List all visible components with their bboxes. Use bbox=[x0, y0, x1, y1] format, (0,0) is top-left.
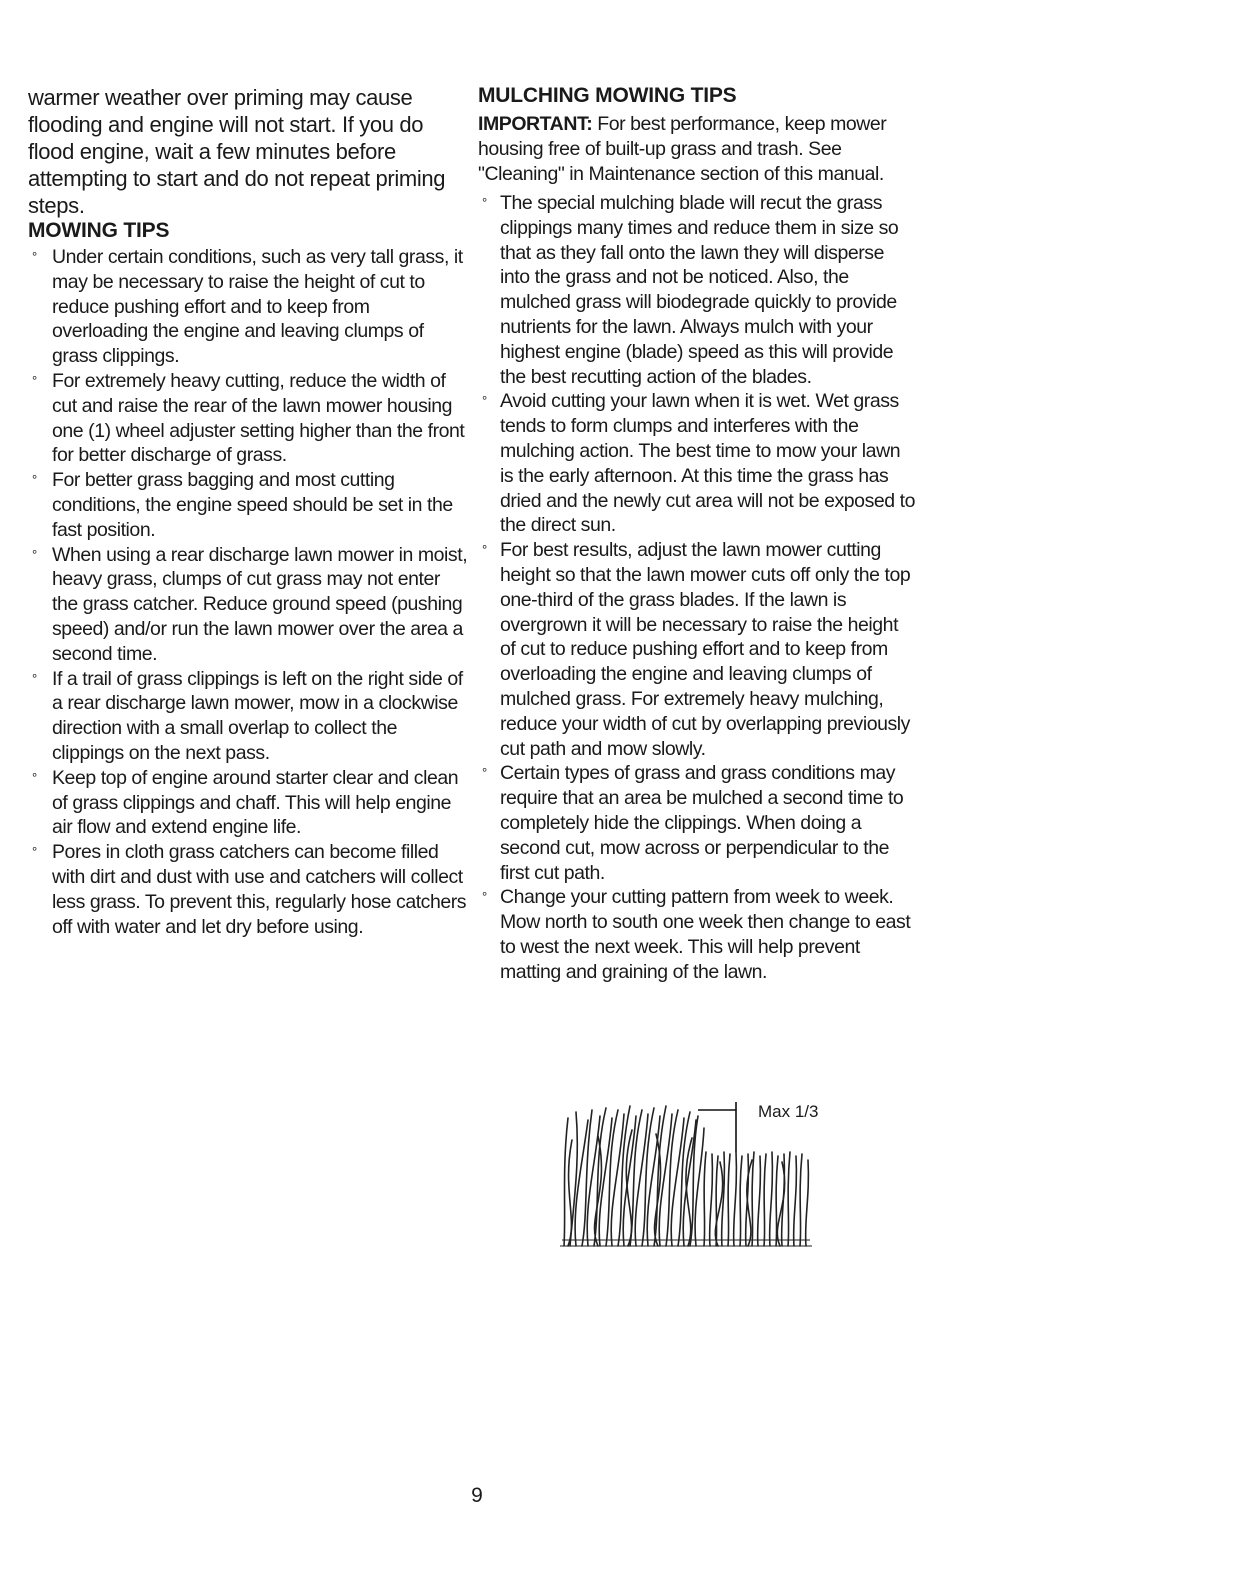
list-item: ° For extremely heavy cutting, reduce the width of cut and raise the rear of the lawn mower housing one (1) wheel adjuster setting higher than the front for better discharge of grass. bbox=[32, 369, 465, 467]
list-item: ° Keep top of engine around starter clear and clean of grass clippings and chaff. This will help engine air flow and extend engine life. bbox=[32, 766, 459, 839]
bullet-icon: ° bbox=[32, 844, 37, 860]
important-label: IMPORTANT: bbox=[478, 113, 593, 135]
list-item: ° Change your cutting pattern from week to week. Mow north to south one week then change to east to west the next week. This will help prevent matting and graining of the lawn. bbox=[482, 886, 911, 983]
bullet-icon: ° bbox=[482, 393, 487, 409]
bullet-icon: ° bbox=[32, 372, 37, 388]
intro-paragraph: warmer weather over priming may cause flooding and engine will not start. If you do flood engine, wait a few minutes before attempting to start and do not repeat priming steps. bbox=[28, 85, 446, 218]
list-item: ° If a trail of grass clippings is left on the right side of a rear discharge lawn mower, mow in a clockwise direction with a small overlap to collect the clippings on the next pass. bbox=[32, 667, 463, 764]
list-item: ° The special mulching blade will recut the grass clippings many times and reduce them in size so that as they fall onto the lawn they will disperse into the grass and not be noticed. Also, the mulched grass will biodegrade quickly to provide nutrients for the lawn. Always mulch with your highest engine (blade) speed as this will provide the best recutting action of the blades. bbox=[482, 192, 899, 388]
bullet-icon: ° bbox=[32, 546, 37, 562]
bullet-icon: ° bbox=[482, 765, 487, 781]
left-column bbox=[28, 84, 468, 939]
list-item: ° Pores in cloth grass catchers can become filled with dirt and dust with use and catchers will collect less grass. To prevent this, regularly hose catchers off with water and let dry before using. bbox=[32, 841, 467, 938]
list-item: ° For best results, adjust the lawn mower cutting height so that the lawn mower cuts off only the top one-third of the grass blades. If the lawn is overgrown it will be necessary to raise the height of cut to reduce pushing effort and to keep from overloading the engine and leaving clumps of mulched grass. For extremely heavy mulching, reduce your width of cut by overlapping previously cut path and mow slowly. bbox=[482, 539, 911, 760]
bullet-icon: ° bbox=[32, 249, 37, 264]
page-number: 9 bbox=[471, 1484, 483, 1507]
bullet-icon: ° bbox=[32, 670, 37, 686]
grass-height-figure bbox=[558, 1100, 848, 1248]
mulching-tips-heading: MULCHING MOWING TIPS bbox=[478, 84, 737, 107]
list-item: ° Avoid cutting your lawn when it is wet. Wet grass tends to form clumps and interferes with the mulching action. The best time to mow your lawn is the early afternoon. At this time the grass has dried and the newly cut area will not be exposed to the direct sun. bbox=[482, 390, 915, 537]
list-item: ° When using a rear discharge lawn mower in moist, heavy grass, clumps of cut grass may not enter the grass catcher. Reduce ground speed (pushing speed) and/or run the lawn mower over the area a second time. bbox=[32, 543, 468, 665]
bullet-icon: ° bbox=[482, 889, 487, 905]
grass-illustration-icon bbox=[558, 1100, 848, 1248]
important-text: For best performance, keep mower housing free of built-up grass and trash. See "Cleaning" in Maintenance section of this manual. bbox=[478, 113, 887, 185]
important-note bbox=[478, 112, 918, 187]
list-item: ° Certain types of grass and grass conditions may require that an area be mulched a second time to completely hide the clippings. When doing a second cut, mow across or perpendicular to the first cut path. bbox=[482, 762, 904, 884]
mowing-tips-list bbox=[28, 245, 468, 939]
max-label: Max 1/3 bbox=[758, 1102, 819, 1121]
mowing-tips-heading: MOWING TIPS bbox=[28, 219, 170, 242]
list-item: ° For better grass bagging and most cutting conditions, the engine speed should be set in the fast position. bbox=[32, 469, 453, 541]
bullet-icon: ° bbox=[32, 472, 37, 488]
right-column bbox=[478, 84, 918, 985]
bullet-icon: ° bbox=[32, 769, 37, 785]
bullet-icon: ° bbox=[482, 195, 487, 210]
list-item: ° Under certain conditions, such as very tall grass, it may be necessary to raise the height of cut to reduce pushing effort and to keep from overloading the engine and leaving clumps of grass clippings. bbox=[32, 246, 463, 368]
mulching-tips-list bbox=[478, 191, 918, 985]
bullet-icon: ° bbox=[482, 542, 487, 558]
